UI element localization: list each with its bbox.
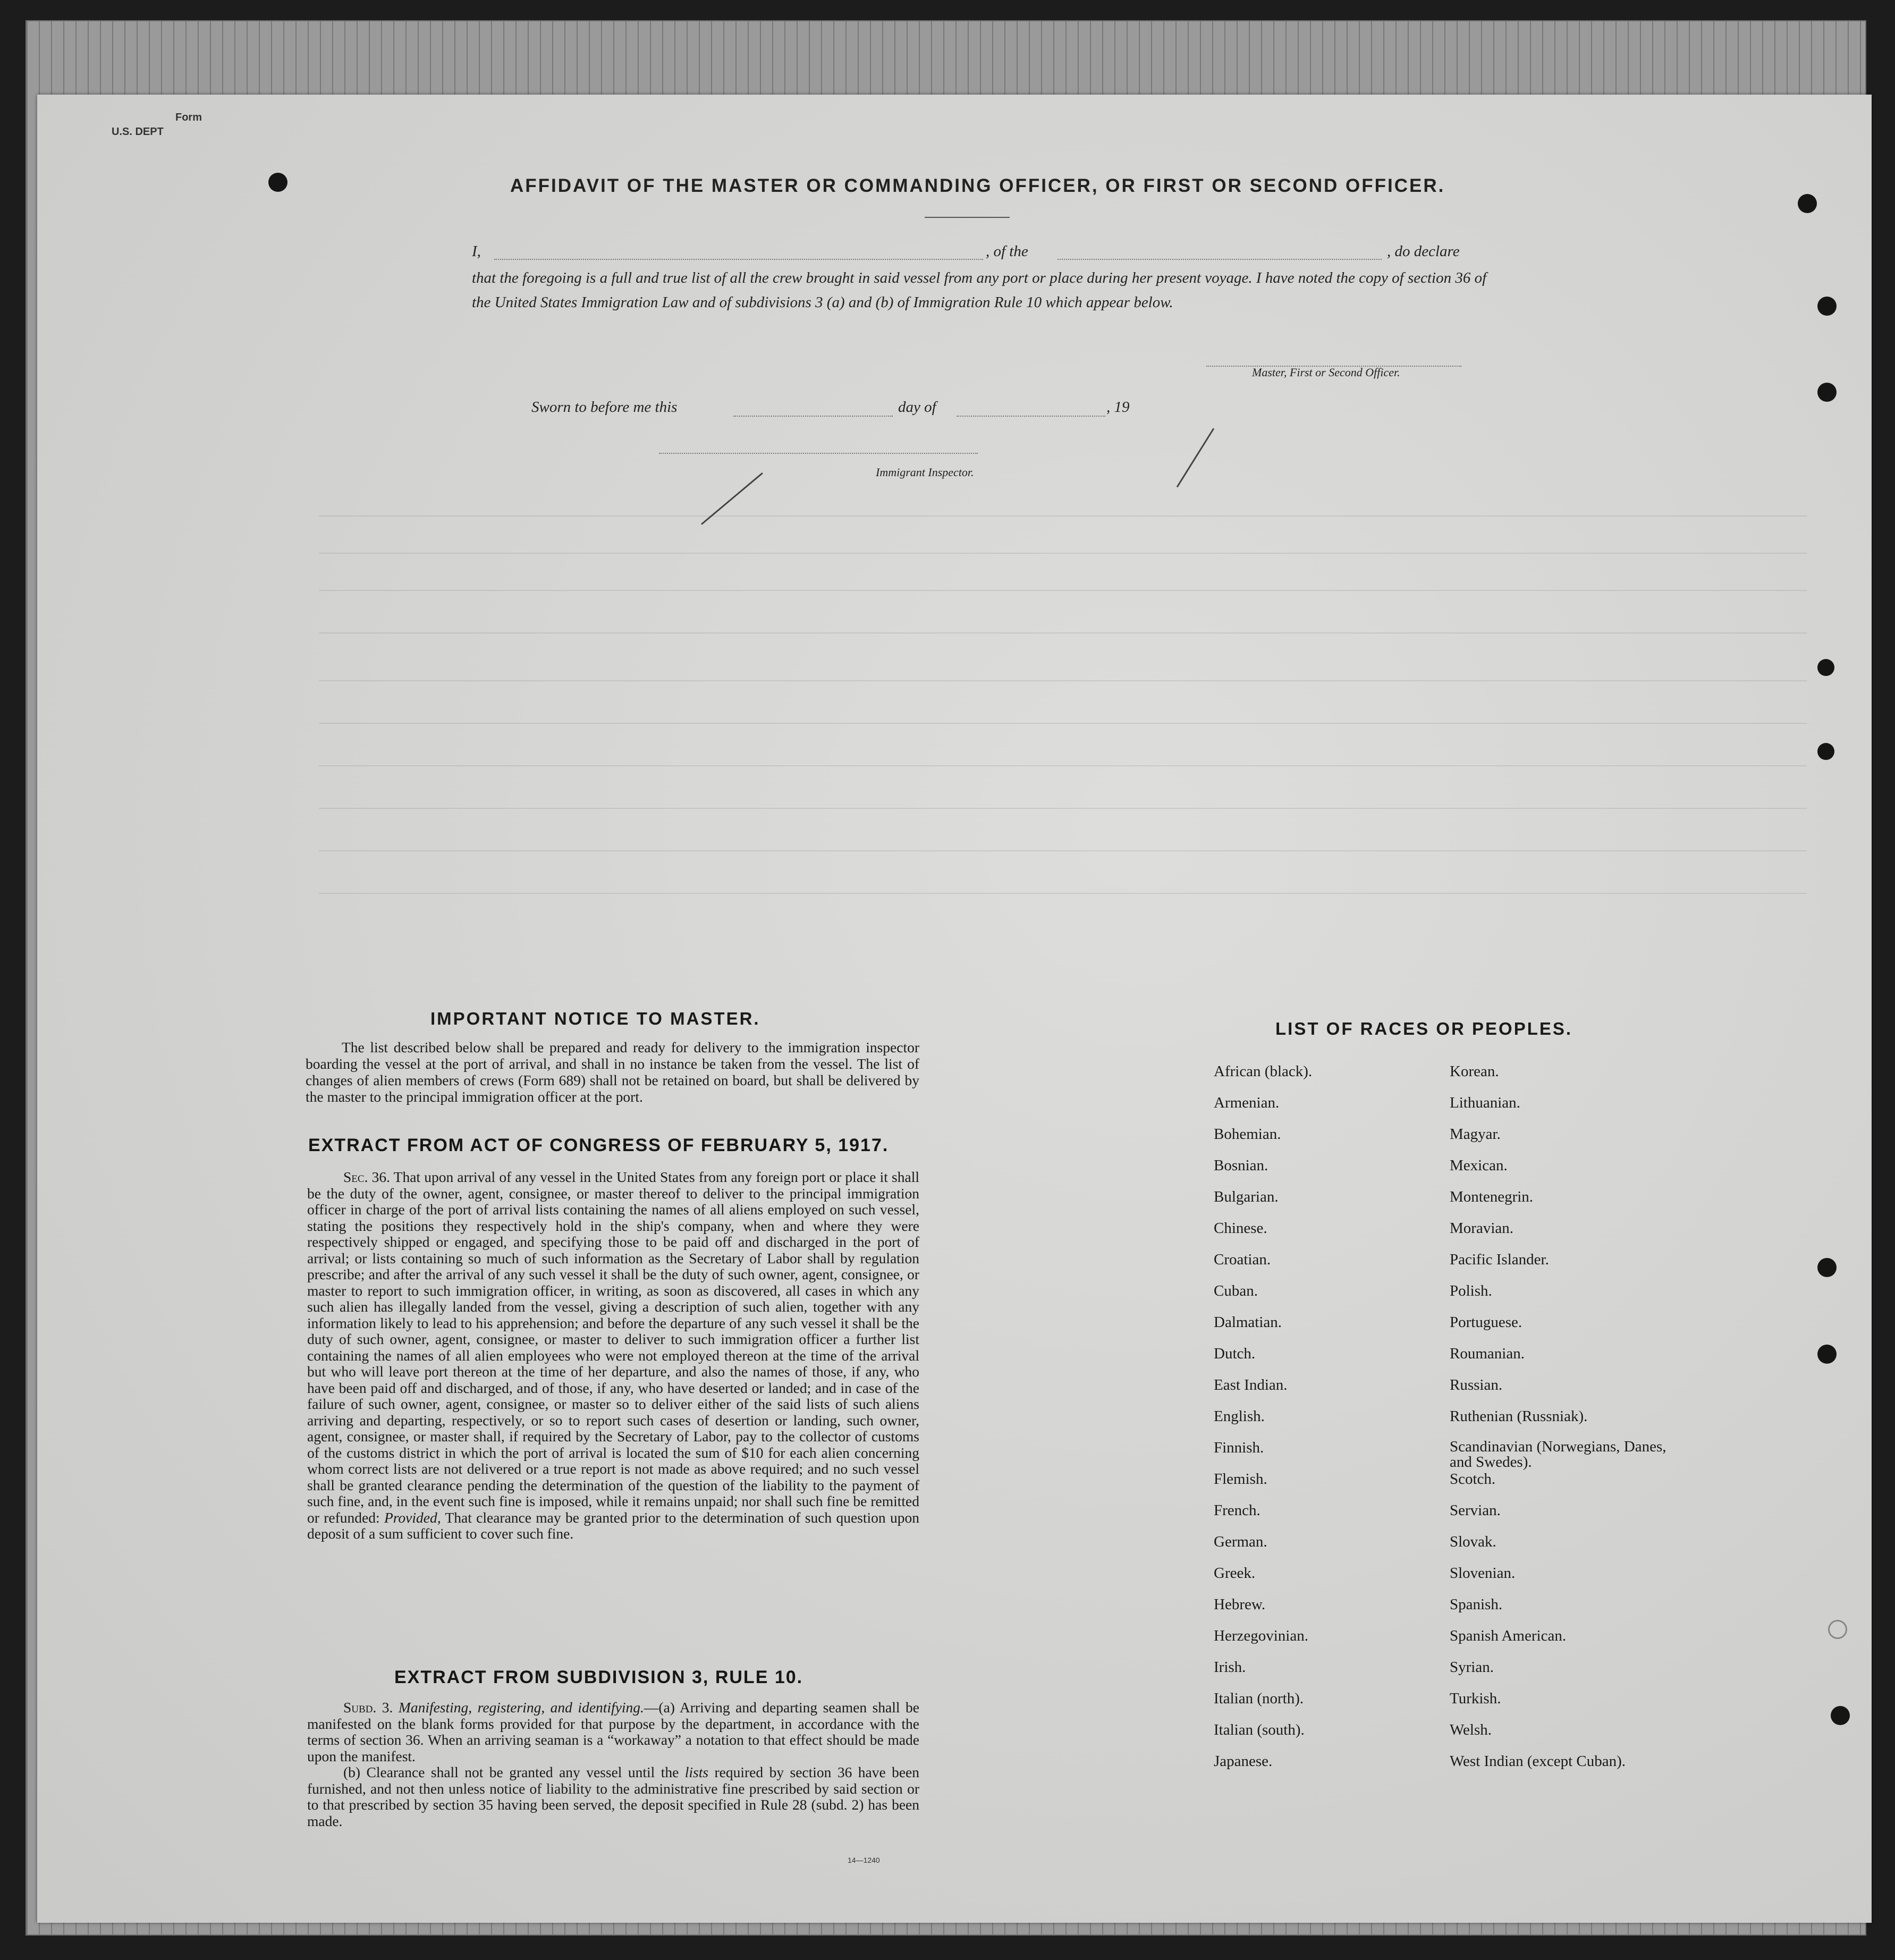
race-item: Slovenian. [1450,1565,1516,1582]
notice-body: The list described below shall be prepared and ready for delivery to the immigration inspector boarding the vessel at the port of arrival, and shall in no instance be taken from the vessel. The list of changes of alien members of crews (Form 689) shall not be retained on board, but shall be delivered by the master to the principal immigration officer at the port. [306,1039,919,1105]
race-item: Servian. [1450,1502,1501,1519]
extract-rule-title: EXTRACT FROM SUBDIVISION 3, RULE 10. [394,1667,803,1687]
section-label: Sec. 36. [343,1169,390,1185]
race-item: Dalmatian. [1214,1314,1282,1331]
form-label: Form [175,112,202,123]
dept-label: U.S. DEPT [112,126,164,138]
inspector-signature-line[interactable] [659,453,978,454]
bleed-through-line [319,808,1807,809]
section-36-text: That upon arrival of any vessel in the United States from any foreign port or place it shall be the duty of the owner, agent, consignee, or master thereof to deliver to the principal immigration officer in charge of the port of arrival lists containing the names of all aliens employed on such vessel, stating the positions they respectively hold in the ship's company, when and where they were respectively shipped or engaged, and specifying those to be paid off and discharged in the port of arrival; or lists containing so much of such information as the Secretary of Labor shall by regulation prescribe; and after the arrival of any such vessel it shall be the duty of such owner, agent, consignee, or master to report to such immigration officer, in writing, as soon as discovered, all cases in which any such alien has illegally landed from the vessel, giving a description of such alien, together with any information likely to lead to his apprehension; and before the departure of any such vessel it shall be the duty of such owner, agent, consignee, or master to deliver to such immigration officer a further list containing the names of all alien employees who were not employed thereon at the time of the arrival but who will leave port thereon at the time of her departure, and also the names of those, if any, who have been paid off and discharged, and of those, if any, who have deserted or landed; and in case of the failure of such owner, agent, consignee, or master so to deliver either of the said lists of such aliens arriving and departing, respectively, or so to report such cases of desertion or landing, such owner, agent, consignee, or master shall, if required by the Secretary of Labor, pay to the collector of customs of the customs district in which the port of arrival is located the sum of $10 for each alien concerning whom correct lists are not delivered or a true report is not made as above required; and no such vessel shall be granted clearance pending the determination of the question of the liability to the payment of such fine, and, in the event such fine is imposed, while it remains unpaid; nor shall such fine be remitted or refunded: [307,1169,919,1526]
punch-hole [1828,1620,1847,1639]
extract-act-title: EXTRACT FROM ACT OF CONGRESS OF FEBRUARY 5, 1917. [308,1135,889,1155]
extract-rule-body [307,1700,919,1829]
race-item: Bulgarian. [1214,1188,1279,1205]
bleed-through-line [319,893,1807,894]
inspector-label: Immigrant Inspector. [876,466,974,479]
punch-hole [1831,1706,1850,1725]
race-item: Mexican. [1450,1157,1508,1174]
sworn-month-field[interactable] [957,416,1105,417]
punch-hole [1817,743,1834,760]
race-item: Lithuanian. [1450,1094,1520,1111]
affidavit-declare-label: , do declare [1387,243,1460,260]
race-item: Croatian. [1214,1251,1271,1268]
provided-label: Provided, [384,1509,441,1526]
punch-hole [1817,1345,1837,1364]
race-item: French. [1214,1502,1260,1519]
year-label: , 19 [1106,399,1130,416]
race-item: Armenian. [1214,1094,1280,1111]
signature-label: Master, First or Second Officer. [1252,366,1400,379]
bleed-through-line [319,590,1807,591]
race-item: African (black). [1214,1063,1313,1080]
race-item: Flemish. [1214,1471,1267,1488]
subdivision-label: Subd. 3. [343,1699,393,1716]
race-item: Ruthenian (Russniak). [1450,1408,1588,1425]
race-item: Scotch. [1450,1471,1496,1488]
bleed-through-line [319,632,1807,633]
bleed-through-line [319,553,1807,554]
race-item: English. [1214,1408,1265,1425]
extract-act-body [307,1169,919,1542]
races-column-2 [1450,1063,1678,1784]
bleed-through-line [319,516,1807,517]
race-item: Dutch. [1214,1345,1256,1362]
race-item: Moravian. [1450,1220,1513,1237]
corner-form-label [112,112,202,138]
race-item: East Indian. [1214,1376,1288,1393]
race-item: Bohemian. [1214,1126,1281,1143]
day-of-label: day of [898,399,936,416]
races-title: LIST OF RACES OR PEOPLES. [1275,1019,1573,1038]
affidavit-i-label: I, [472,243,481,260]
races-column-1 [1214,1063,1312,1784]
race-item: Irish. [1214,1659,1246,1676]
race-item: West Indian (except Cuban). [1450,1753,1626,1770]
sworn-day-field[interactable] [733,416,893,417]
race-item: Portuguese. [1450,1314,1522,1331]
race-item: Syrian. [1450,1659,1494,1676]
race-item: Chinese. [1214,1220,1267,1237]
subdivision-b-text-2: required by section 36 have been furnished, and not then unless notice of liability to the administrative fine prescribed by said section or to that prescribed by section 35 having been served, the deposit specified in Rule 28 (subd. 2) has been made. [307,1764,920,1829]
subdivision-a-paragraph [307,1700,919,1764]
race-item: Herzegovinian. [1214,1627,1308,1644]
bleed-through-line [319,723,1807,724]
race-item: Montenegrin. [1450,1188,1534,1205]
section-36-text-end: That clearance may be granted prior to the determination of such question upon deposit of a sum sufficient to cover such fine. [307,1509,919,1542]
race-item: Japanese. [1214,1753,1273,1770]
notice-title: IMPORTANT NOTICE TO MASTER. [430,1009,760,1028]
race-item: Hebrew. [1214,1596,1266,1613]
race-item: Spanish. [1450,1596,1503,1613]
race-item: Spanish American. [1450,1627,1567,1644]
form-number: 14—1240 [848,1856,880,1864]
punch-hole [1817,1258,1837,1277]
race-item: Cuban. [1214,1282,1258,1299]
master-name-field[interactable] [494,259,983,260]
punch-hole [1817,383,1837,402]
race-item: Russian. [1450,1376,1503,1393]
sworn-label: Sworn to before me this [531,399,678,416]
punch-hole [1817,297,1837,316]
race-item: Turkish. [1450,1690,1501,1707]
bleed-through-line [319,850,1807,851]
subdivision-a-text: —(a) Arriving and departing seamen shall be manifested on the blank forms provided for that purpose by the department, in accordance with the terms of section 36. When an arriving seaman is a “workaway” a notation to that effect should be made upon the manifest. [307,1699,919,1764]
punch-hole [268,173,287,192]
race-item: Pacific Islander. [1450,1251,1549,1268]
race-item: Magyar. [1450,1126,1501,1143]
punch-hole [1817,659,1834,676]
race-item: Roumanian. [1450,1345,1525,1362]
race-item: Bosnian. [1214,1157,1268,1174]
affidavit-title: AFFIDAVIT OF THE MASTER OR COMMANDING OFFICER, OR FIRST OR SECOND OFFICER. [510,175,1445,196]
race-item: Italian (south). [1214,1721,1305,1738]
affidavit-of-the-label: , of the [986,243,1028,260]
subdivision-b-label: (b) [343,1764,361,1780]
race-item: Welsh. [1450,1721,1492,1738]
vessel-name-field[interactable] [1058,259,1382,260]
subdivision-heading: Manifesting, registering, and identifying. [398,1699,644,1716]
race-item: Finnish. [1214,1439,1264,1456]
race-item: Italian (north). [1214,1690,1304,1707]
lists-word: lists [684,1764,709,1780]
bleed-through-line [319,680,1807,681]
race-item: Scandinavian (Norwegians, Danes, and Swedes). [1450,1438,1666,1471]
subdivision-b-text-1: Clearance shall not be granted any vessel until the [366,1764,679,1780]
punch-hole [1798,194,1817,213]
race-item: Slovak. [1450,1533,1496,1550]
subdivision-b-paragraph [307,1764,919,1829]
race-item: Polish. [1450,1282,1492,1299]
race-item: German. [1214,1533,1267,1550]
title-underline [925,217,1010,218]
bleed-through-line [319,765,1807,766]
race-item: Korean. [1450,1063,1499,1080]
affidavit-body: that the foregoing is a full and true list of all the crew brought in said vessel from any port or place during her present voyage. I have noted the copy of section 36 of the United States Immigration Law and of subdivisions 3 (a) and (b) of Immigration Rule 10 which appear below. [472,269,1487,311]
race-item: Greek. [1214,1565,1256,1582]
